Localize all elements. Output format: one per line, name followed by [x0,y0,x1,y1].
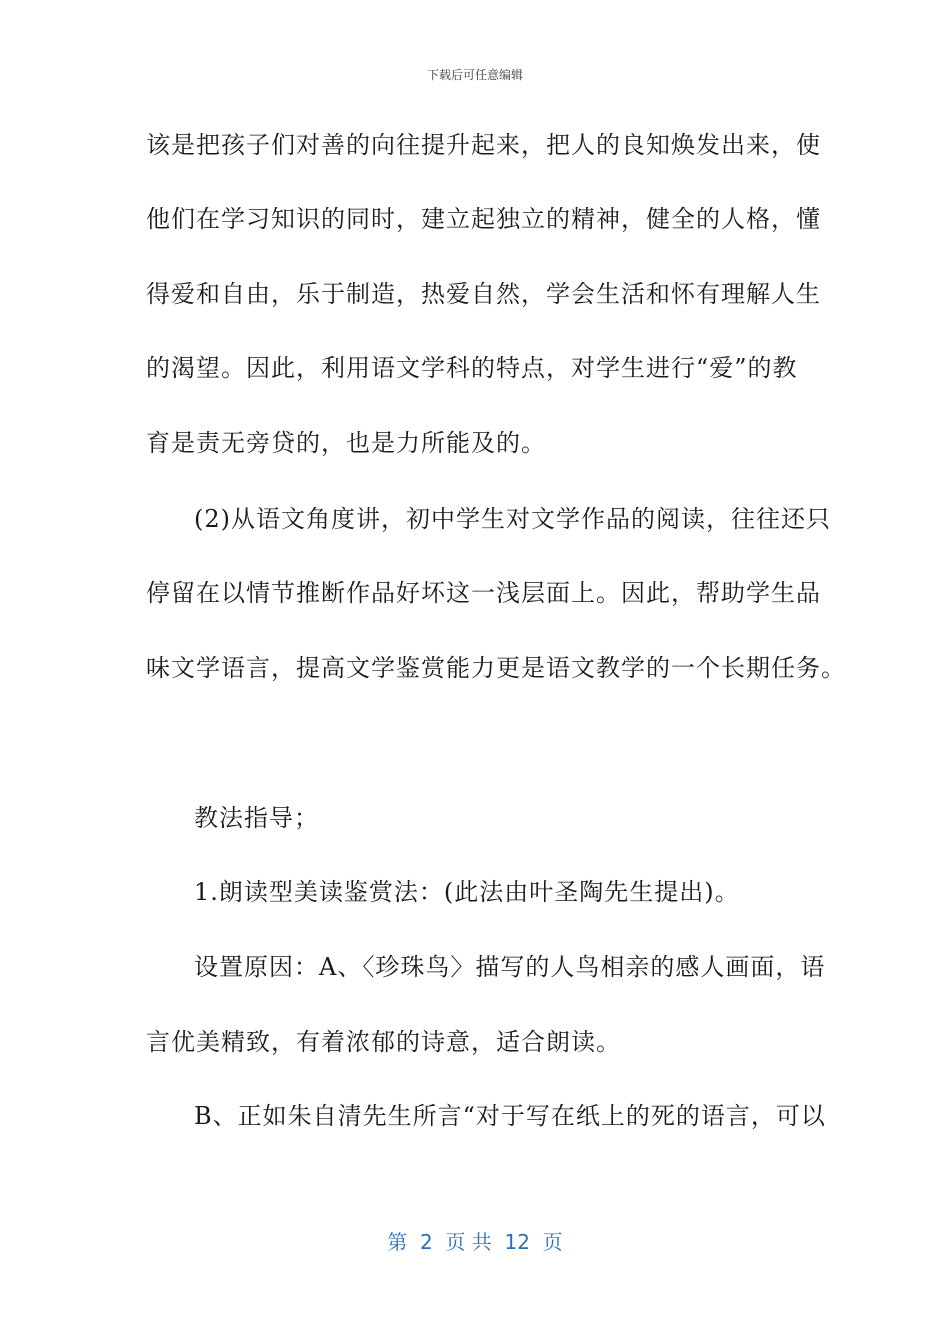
body-text-line: 该是把孩子们对善的向往提升起来，把人的良知焕发出来，使 [146,131,821,159]
body-text-line: 言优美精致，有着浓郁的诗意，适合朗读。 [146,1028,621,1056]
body-text-line: 得爱和自由，乐于制造，热爱自然，学会生活和怀有理解人生 [146,280,821,308]
body-text-line: B、正如朱自清先生所言“对于写在纸上的死的语言，可以 [194,1102,826,1130]
body-text-line: 设置原因：A、〈珍珠鸟〉描写的人鸟相亲的感人画面，语 [194,953,826,981]
page-number-footer: 第 2 页 共 12 页 [387,1230,563,1254]
body-text-line: 停留在以情节推断作品好坏这一浅层面上。因此，帮助学生品 [146,579,821,607]
body-text-line: 他们在学习知识的同时，建立起独立的精神，健全的人格，懂 [146,205,821,233]
body-text-line: 1.朗读型美读鉴赏法：(此法由叶圣陶先生提出)。 [194,878,740,906]
body-text-line: 味文学语言，提高文学鉴赏能力更是语文教学的一个长期任务。 [146,654,846,682]
page-header: 下载后可任意编辑 [426,68,523,82]
body-text-line: 的渴望。因此，利用语文学科的特点，对学生进行“爱”的教 [146,354,798,382]
body-text-line: 育是责无旁贷的，也是力所能及的。 [146,429,546,457]
body-text-line: (2)从语文角度讲，初中学生对文学作品的阅读，往往还只 [194,505,831,533]
body-text-line: 教法指导； [194,804,319,832]
